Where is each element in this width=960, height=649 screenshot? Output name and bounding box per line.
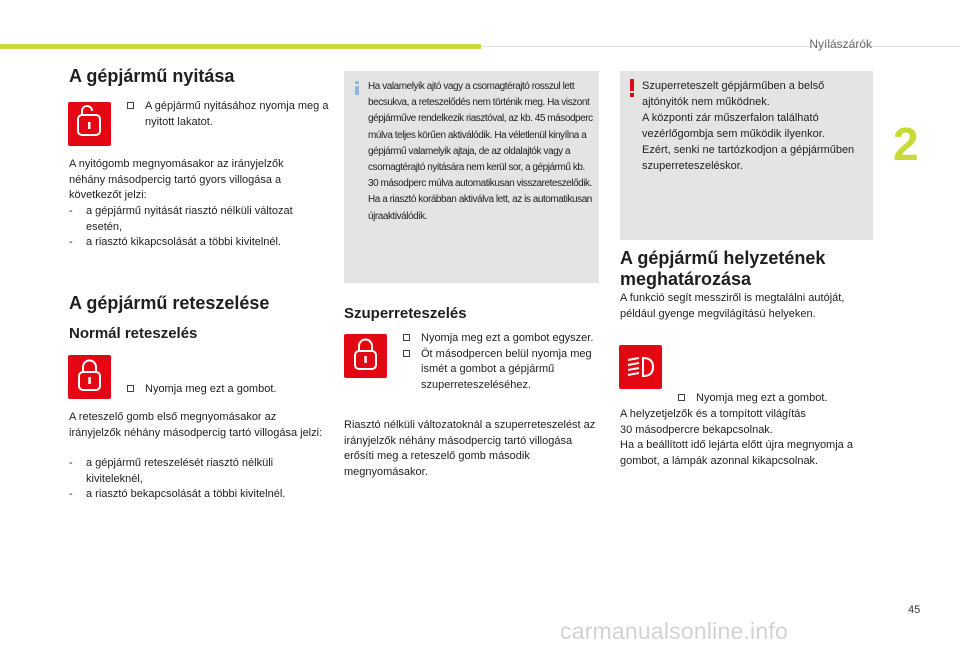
opening-bullet: - a gépjármű nyitását riasztó nélküli változat esetén, — [69, 204, 319, 235]
headlamp-icon — [619, 345, 662, 389]
opening-title: A gépjármű nyitása — [69, 66, 235, 86]
locate-intro: A funkció segít messziről is megtalálni autóját, például gyenge megvilágítású helyeken. — [620, 292, 845, 320]
opening-intro: A nyitógomb megnyomásakor az irányjelzők néhány másodpercig tartó gyors villogása a következőt jelzi: — [69, 158, 284, 201]
info-icon — [351, 81, 363, 95]
locate-title: A gépjármű helyzetének meghatározása — [620, 248, 826, 289]
super-lock-button-illustration — [344, 334, 387, 378]
warning-line: Ezért, senki ne tartózkodjon a gépjárműben szuperreteszeléskor. — [642, 144, 855, 172]
locate-note-line: 30 másodpercre bekapcsolnak. — [620, 423, 773, 436]
locate-note — [620, 407, 870, 469]
unlock-padlock-icon — [68, 102, 111, 146]
normal-locking-title: Normál reteszelés — [69, 325, 198, 342]
lock-padlock-icon — [344, 334, 387, 378]
header-accent-bar — [0, 44, 481, 49]
normal-bullets — [69, 456, 319, 503]
normal-bullet: - a riasztó bekapcsolását a többi kivitelnél. — [69, 487, 319, 503]
watermark: carmanualsonline.info — [560, 618, 788, 644]
normal-bullet: - a gépjármű reteszelését riasztó nélküli kiviteleknél, — [69, 456, 319, 487]
unlock-button-illustration — [68, 102, 111, 146]
locking-title: A gépjármű reteszelése — [69, 293, 270, 313]
opening-bullets — [69, 204, 319, 251]
super-note: Riasztó nélküli változatoknál a szuperreteszelést az irányjelzők néhány másodpercig tartó villogása erősíti meg a reteszelő gomb második megnyomásakor. — [344, 419, 596, 478]
page-number: 45 — [908, 604, 921, 616]
chapter-number: 2 — [893, 118, 919, 170]
warning-text — [642, 78, 868, 174]
lock-padlock-icon — [68, 355, 111, 399]
header-rule — [481, 46, 960, 47]
super-step: Öt másodpercen belül nyomja meg ismét a gombot a gépjármű szuperreteszeléséhez. — [402, 347, 597, 394]
section-label: Nyílászárók — [809, 37, 872, 51]
lights-button-illustration — [619, 345, 662, 389]
super-steps — [402, 331, 597, 393]
info-text: Ha valamelyik ajtó vagy a csomagtérajtó rosszul lett becsukva, a reteszelődés nem történik meg. Ha viszont gépjárműve rendelkezik riasztóval, az kb. 45 másodperc múlva teljes körűen aktiválódik. Ha véletlenül kinyílna a gépjármű valamelyik ajtaja, de az oldalajtók vagy a csomagtérajtó nyitására nem kerül sor, a gépjármű kb. 30 másodperc múlva automatikusan visszareteszelődik. Ha a riasztó korábban aktiválva lett, az is automatikusan újraaktiválódik. — [368, 81, 593, 222]
warning-line: Szuperreteszelt gépjárműben a belső ajtónyitók nem működnek. — [642, 80, 825, 108]
lock-button-illustration — [68, 355, 111, 399]
warning-line: A központi zár műszerfalon található vezérlőgombja sem működik ilyenkor. — [642, 112, 825, 140]
locate-note-line: Ha a beállított idő lejárta előtt újra megnyomja a gombot, a lámpák azonnal kikapcsolnak. — [620, 439, 853, 467]
opening-bullet: - a riasztó kikapcsolását a többi kivitelnél. — [69, 235, 319, 251]
normal-step: Nyomja meg ezt a gombot. — [126, 382, 335, 398]
opening-step: A gépjármű nyitásához nyomja meg a nyitott lakatot. — [126, 99, 335, 130]
super-step: Nyomja meg ezt a gombot egyszer. — [402, 331, 597, 347]
locate-step: Nyomja meg ezt a gombot. — [677, 391, 886, 407]
super-locking-title: Szuperreteszelés — [344, 305, 467, 322]
locate-note-line: A helyzetjelzők és a tompított világítás — [620, 408, 806, 420]
normal-intro: A reteszelő gomb első megnyomásakor az irányjelzők néhány másodpercig tartó villogása jelzi: — [69, 411, 323, 439]
warning-icon — [627, 79, 637, 97]
